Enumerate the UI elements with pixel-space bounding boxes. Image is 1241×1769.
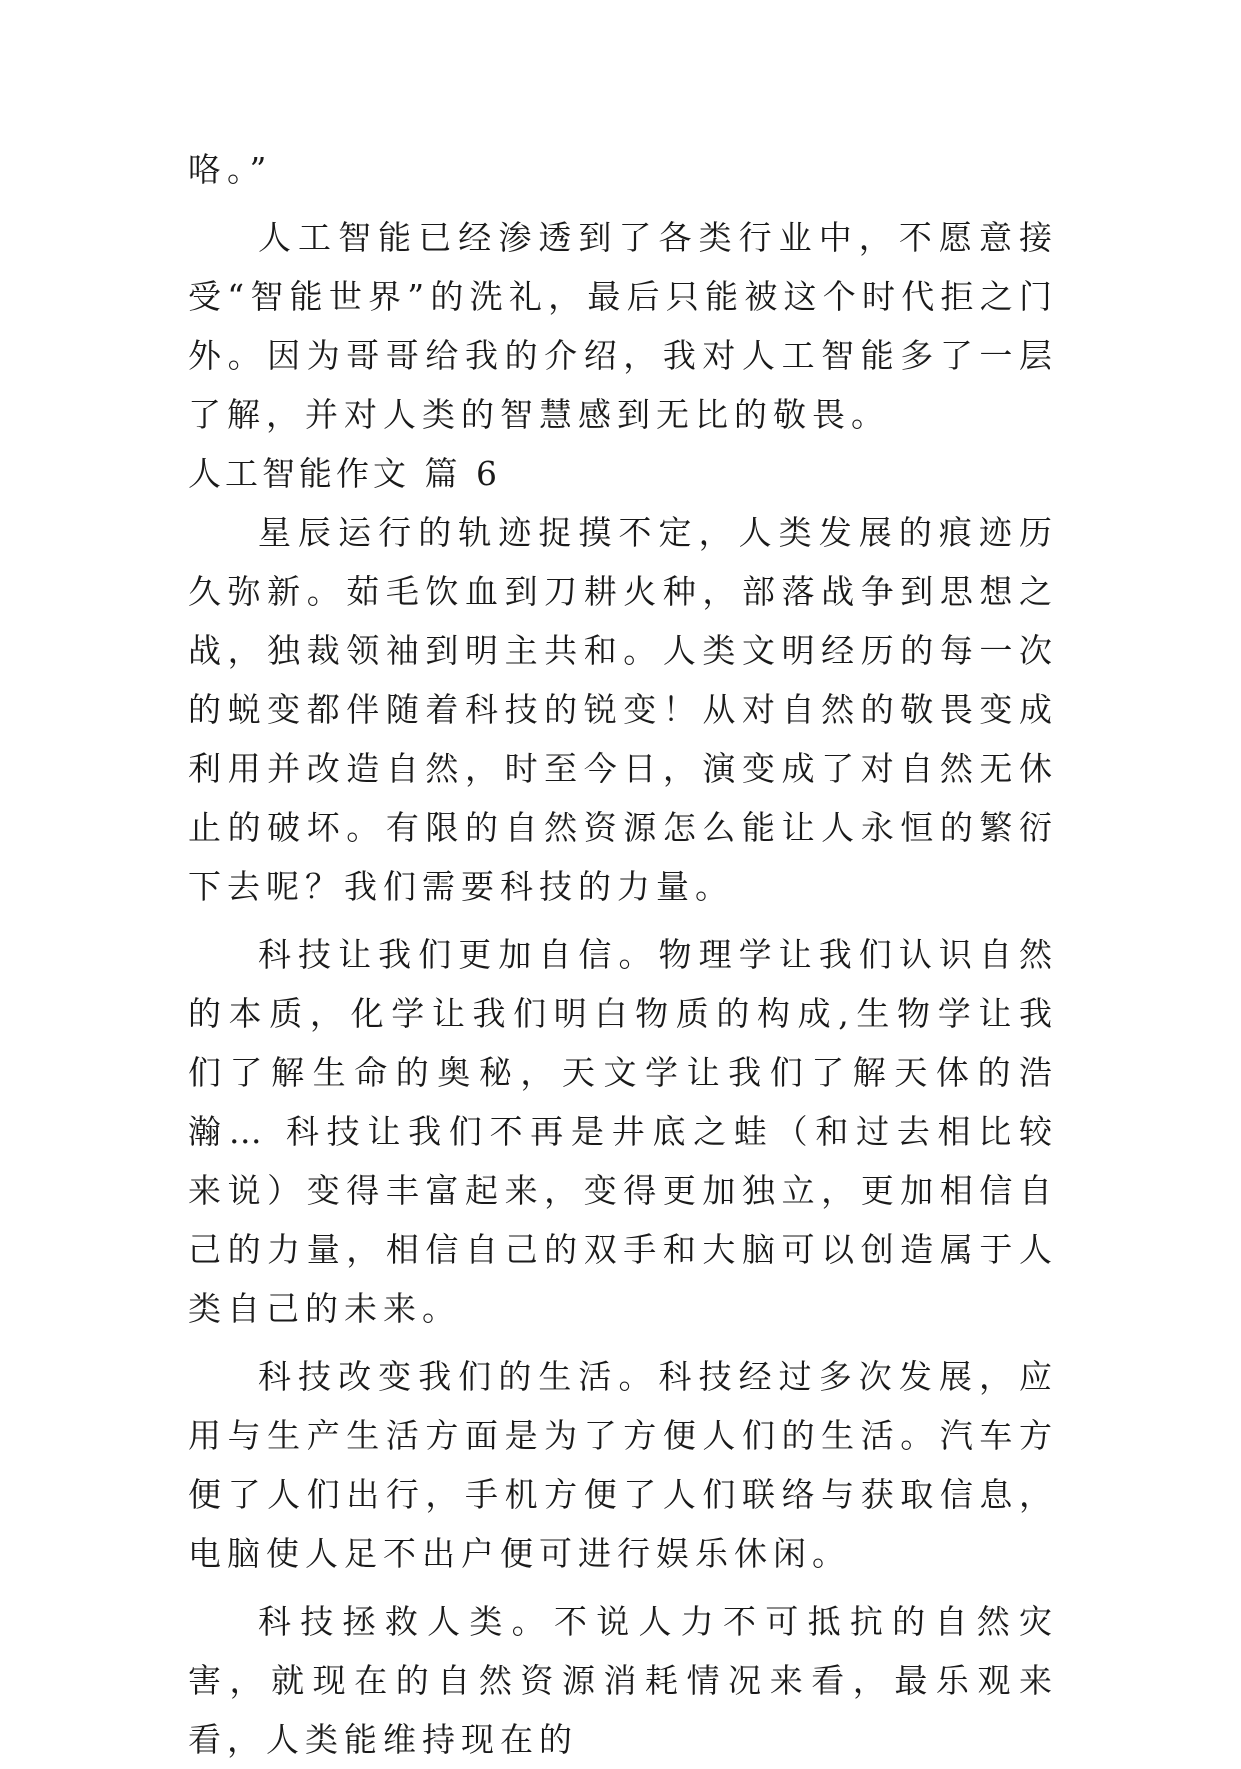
- paragraph-life: 科技改变我们的生活。科技经过多次发展，应用与生产生活方面是为了方便人们的生活。汽车方便了人们出行，手机方便了人们联络与获取信息，电脑使人足不出户便可进行娱乐休闲。: [188, 1357, 1058, 1573]
- essay-heading: 人工智能作文 篇 6: [188, 454, 501, 493]
- document-body: [188, 140, 1058, 1769]
- paragraph-stars: 星辰运行的轨迹捉摸不定，人类发展的痕迹历久弥新。茹毛饮血到刀耕火种，部落战争到思想之战，独裁领袖到明主共和。人类文明经历的每一次的蜕变都伴随着科技的锐变！从对自然的敬畏变成利用并改造自然，时至今日，演变成了对自然无休止的破坏。有限的自然资源怎么能让人永恒的繁衍下去呢？我们需要科技的力量。: [188, 513, 1058, 906]
- paragraph-ai-infiltration: 人工智能已经渗透到了各类行业中，不愿意接受“智能世界”的洗礼，最后只能被这个时代拒之门外。因为哥哥给我的介绍，我对人工智能多了一层了解，并对人类的智慧感到无比的敬畏。: [188, 218, 1058, 434]
- paragraph-continuation: 咯。”: [188, 150, 273, 189]
- paragraph-rescue: 科技拯救人类。不说人力不可抵抗的自然灾害，就现在的自然资源消耗情况来看，最乐观来看，人类能维持现在的: [188, 1602, 1058, 1759]
- paragraph-confidence: 科技让我们更加自信。物理学让我们认识自然的本质，化学让我们明白物质的构成,生物学让我们了解生命的奥秘，天文学让我们了解天体的浩瀚… 科技让我们不再是井底之蛙（和过去相比较来说）变得丰富起来，变得更加独立，更加相信自己的力量，相信自己的双手和大脑可以创造属于人类自己的未来。: [188, 935, 1058, 1328]
